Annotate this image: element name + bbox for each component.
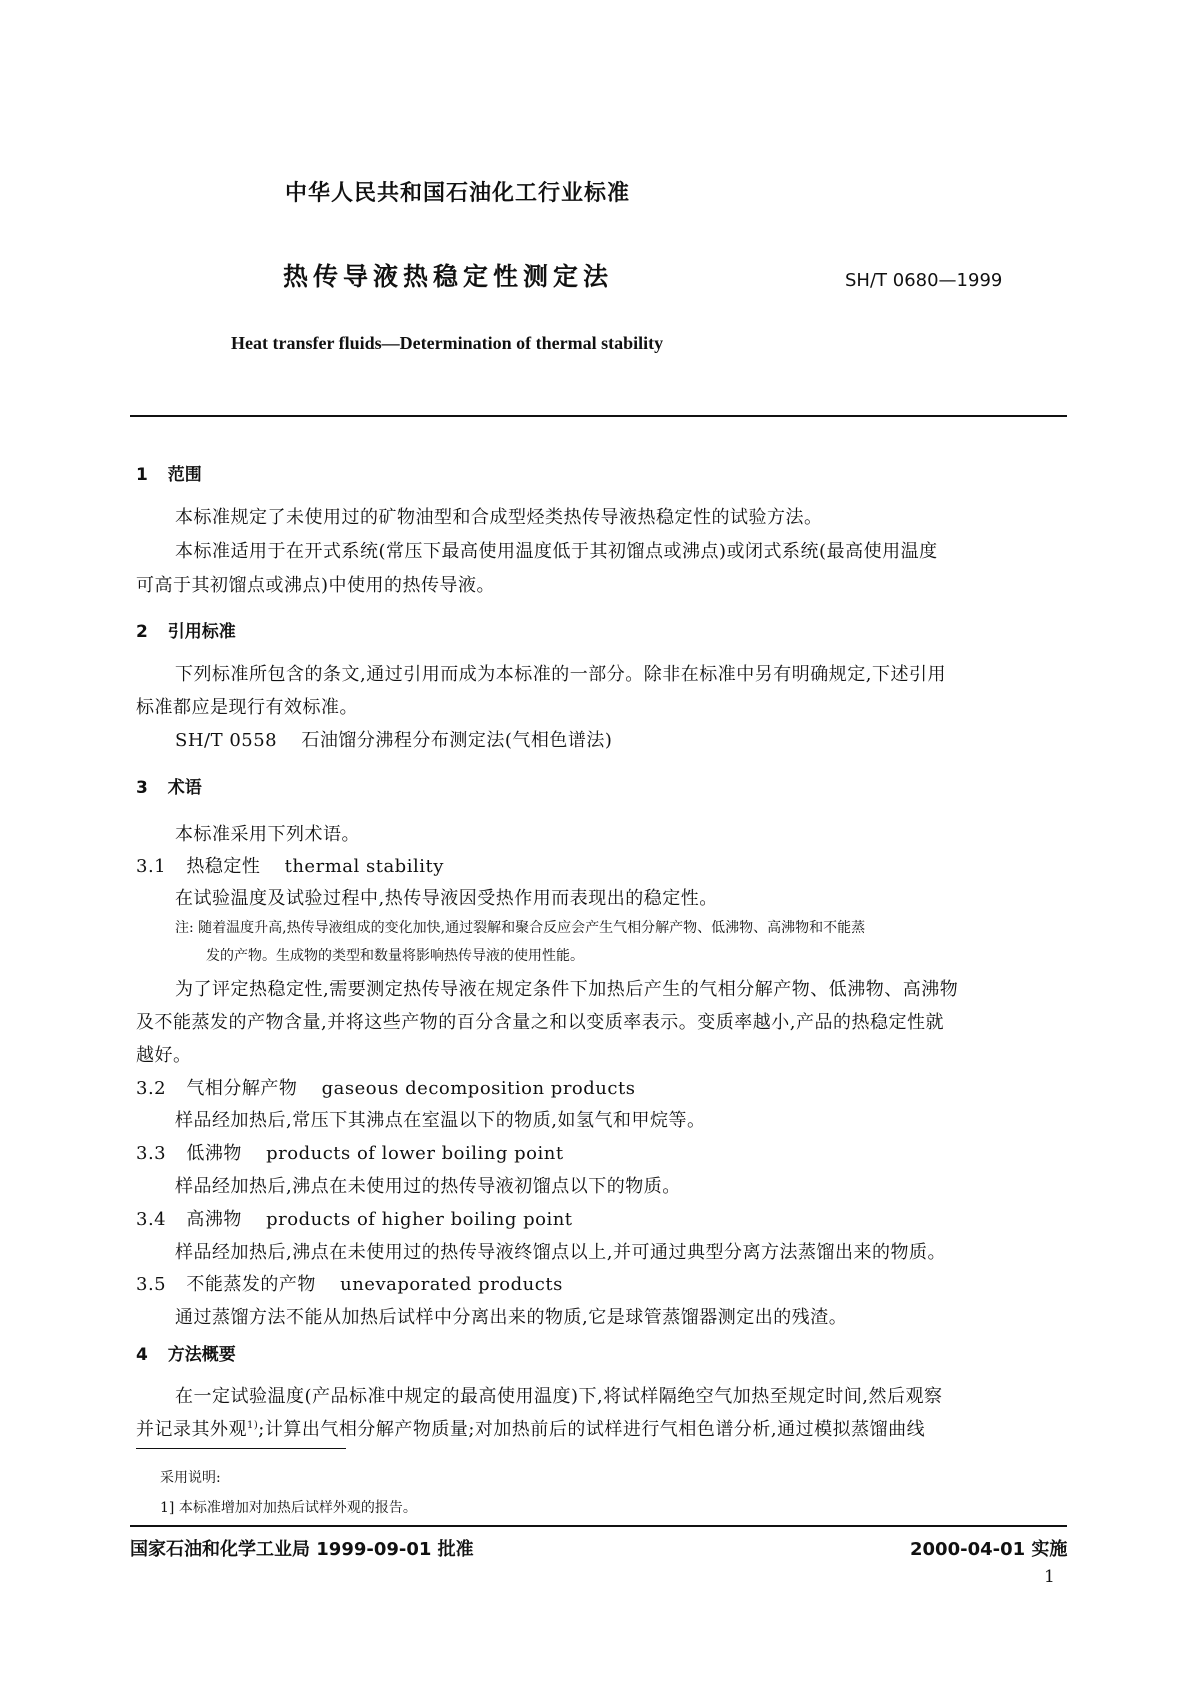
term-cn: 低沸物 — [186, 1143, 242, 1164]
section-number: 4 — [136, 1345, 148, 1365]
s2-p1-line1: 下列标准所包含的条文,通过引用而成为本标准的一部分。除非在标准中另有明确规定,下述引用 — [175, 664, 946, 685]
s4-line2 — [136, 1415, 925, 1441]
section-title: 范围 — [167, 465, 202, 485]
s4-line2-a: 并记录其外观 — [136, 1419, 247, 1440]
section-4-heading — [136, 1340, 236, 1365]
ref-code: SH/T 0558 — [175, 730, 278, 751]
term-number: 3.2 — [136, 1078, 167, 1099]
note-label: 注: — [175, 920, 194, 936]
org-line: 中华人民共和国石油化工行业标准 — [285, 181, 631, 206]
title-en: Heat transfer fluids—Determination of thermal stability — [231, 333, 664, 353]
s4-line1: 在一定试验温度(产品标准中规定的最高使用温度)下,将试样隔绝空气加热至规定时间,然后观察 — [175, 1386, 943, 1407]
ref-title: 石油馏分沸程分布测定法(气相色谱法) — [301, 730, 613, 751]
section-number: 2 — [136, 622, 148, 642]
term-en: products of higher boiling point — [266, 1209, 573, 1230]
term-3-4-def: 样品经加热后,沸点在未使用过的热传导液终馏点以上,并可通过典型分离方法蒸馏出来的物质。 — [175, 1242, 946, 1263]
term-number: 3.3 — [136, 1143, 167, 1164]
footnote-text: 1] 本标准增加对加热后试样外观的报告。 — [160, 1500, 417, 1516]
term-cn: 高沸物 — [186, 1209, 242, 1230]
s4-line2-b: ;计算出气相分解产物质量;对加热前后的试样进行气相色谱分析,通过模拟蒸馏曲线 — [258, 1419, 926, 1440]
term-en: gaseous decomposition products — [321, 1078, 636, 1099]
section-1-heading — [136, 460, 202, 485]
term-3-4 — [136, 1205, 573, 1231]
term-3-3 — [136, 1139, 564, 1165]
section-title: 方法概要 — [167, 1345, 236, 1365]
section-title: 术语 — [167, 778, 202, 798]
section-number: 3 — [136, 778, 148, 798]
approval-line: 国家石油和化学工业局 1999-09-01 批准 — [130, 1539, 474, 1560]
s2-ref — [175, 726, 612, 752]
term-3-1 — [136, 852, 444, 878]
header-rule — [130, 415, 1067, 417]
footnote-ref: 1) — [247, 1420, 259, 1431]
term-3-1-def: 在试验温度及试验过程中,热传导液因受热作用而表现出的稳定性。 — [175, 888, 718, 909]
page-number: 1 — [1044, 1567, 1055, 1587]
term-cn: 热稳定性 — [186, 856, 261, 877]
term-3-5 — [136, 1270, 563, 1296]
term-cn: 气相分解产物 — [186, 1078, 298, 1099]
section-number: 1 — [136, 465, 148, 485]
section-2-heading — [136, 617, 236, 642]
s3-intro: 本标准采用下列术语。 — [175, 824, 360, 845]
term-number: 3.5 — [136, 1274, 167, 1295]
s1-p2-line1: 本标准适用于在开式系统(常压下最高使用温度低于其初馏点或沸点)或闭式系统(最高使用温度 — [175, 541, 938, 562]
effective-date: 2000-04-01 实施 — [910, 1539, 1068, 1560]
s2-p1-line2: 标准都应是现行有效标准。 — [136, 697, 358, 718]
s1-p1: 本标准规定了未使用过的矿物油型和合成型烃类热传导液热稳定性的试验方法。 — [175, 507, 823, 528]
term-3-1-note-line2: 发的产物。生成物的类型和数量将影响热传导液的使用性能。 — [206, 948, 584, 964]
term-number: 3.1 — [136, 856, 167, 877]
s1-p2-line2: 可高于其初馏点或沸点)中使用的热传导液。 — [136, 575, 496, 596]
section-3-heading — [136, 773, 202, 798]
term-3-2 — [136, 1074, 635, 1100]
footnote-rule — [136, 1448, 346, 1449]
note-text: 随着温度升高,热传导液组成的变化加快,通过裂解和聚合反应会产生气相分解产物、低沸物、高沸物和不能蒸 — [198, 920, 866, 936]
term-3-1-para-line3: 越好。 — [136, 1045, 192, 1066]
term-en: thermal stability — [284, 856, 444, 877]
footnote-label: 采用说明: — [160, 1470, 221, 1486]
term-3-3-def: 样品经加热后,沸点在未使用过的热传导液初馏点以下的物质。 — [175, 1176, 681, 1197]
term-number: 3.4 — [136, 1209, 167, 1230]
term-3-1-para-line2: 及不能蒸发的产物含量,并将这些产物的百分含量之和以变质率表示。变质率越小,产品的热稳定性就 — [136, 1012, 944, 1033]
footer-rule — [130, 1525, 1067, 1527]
standard-code: SH/T 0680—1999 — [845, 270, 1003, 291]
term-cn: 不能蒸发的产物 — [186, 1274, 316, 1295]
term-en: products of lower boiling point — [266, 1143, 564, 1164]
title-cn: 热传导液热稳定性测定法 — [283, 262, 614, 291]
section-title: 引用标准 — [167, 622, 236, 642]
term-en: unevaporated products — [340, 1274, 563, 1295]
term-3-5-def: 通过蒸馏方法不能从加热后试样中分离出来的物质,它是球管蒸馏器测定出的残渣。 — [175, 1307, 848, 1328]
term-3-1-note-line1 — [175, 917, 865, 937]
term-3-1-para-line1: 为了评定热稳定性,需要测定热传导液在规定条件下加热后产生的气相分解产物、低沸物、高沸物 — [175, 979, 959, 1000]
term-3-2-def: 样品经加热后,常压下其沸点在室温以下的物质,如氢气和甲烷等。 — [175, 1110, 706, 1131]
